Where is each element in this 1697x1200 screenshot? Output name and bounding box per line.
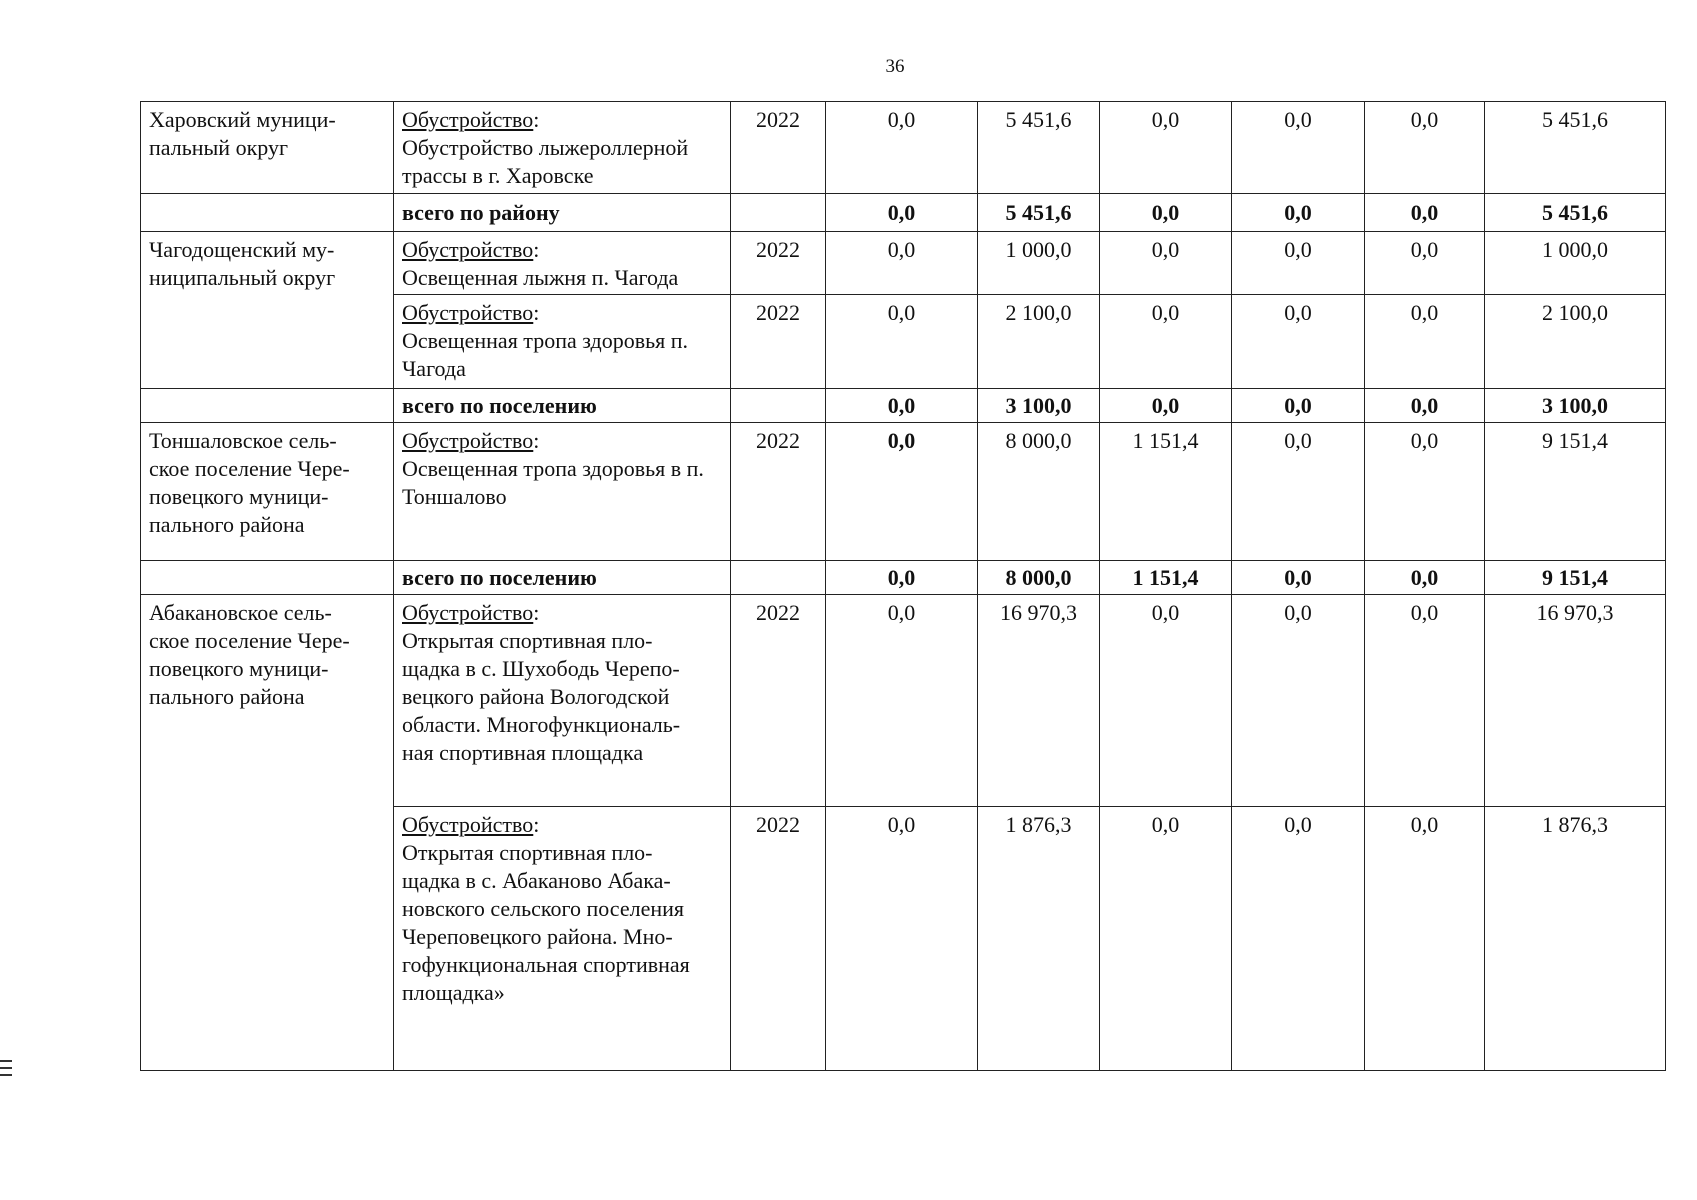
- value-cell: 0,0: [1365, 232, 1485, 295]
- value-cell: 0,0: [1365, 102, 1485, 194]
- value-cell: 9 151,4: [1485, 423, 1666, 561]
- total-value: 8 000,0: [978, 561, 1100, 595]
- total-value: 0,0: [1100, 389, 1232, 423]
- total-row: [141, 389, 1666, 423]
- value-cell: 0,0: [1232, 102, 1365, 194]
- region-label: Абакановское сель- ское поселение Чере- повецкого муници- пального района: [149, 600, 350, 709]
- total-label: всего по поселению: [394, 389, 731, 423]
- region-cell: [141, 423, 394, 561]
- category-label: Обустройство: [402, 300, 534, 325]
- region-cell: [141, 102, 394, 194]
- value-cell: 0,0: [1100, 595, 1232, 807]
- region-label: Чагодощенский му- ниципальный округ: [149, 237, 336, 290]
- object-cell: Обустройство: Открытая спортивная пло- щадка в с. Шухободь Черепо- вецкого района Вологодской области. Многофункциональ- ная спортивная площадка: [394, 595, 731, 807]
- year-cell: 2022: [731, 232, 826, 295]
- total-value: 3 100,0: [978, 389, 1100, 423]
- value-cell: 0,0: [826, 423, 978, 561]
- value-cell: 0,0: [1365, 807, 1485, 1071]
- category-label: Обустройство: [402, 237, 534, 262]
- value-cell: 2 100,0: [1485, 295, 1666, 389]
- value-cell: 0,0: [826, 102, 978, 194]
- object-label: Открытая спортивная пло- щадка в с. Шухободь Черепо- вецкого района Вологодской области. Многофункциональ- ная спортивная площадка: [402, 628, 681, 765]
- region-label: Харовский муници- пальный округ: [149, 107, 336, 160]
- value-cell: 0,0: [1232, 295, 1365, 389]
- value-cell: 16 970,3: [1485, 595, 1666, 807]
- category-label: Обустройство: [402, 812, 534, 837]
- empty-cell: [141, 389, 394, 423]
- year-cell: 2022: [731, 595, 826, 807]
- object-cell: Обустройство: Обустройство лыжероллерной трассы в г. Харовске: [394, 102, 731, 194]
- object-cell: Обустройство: Освещенная тропа здоровья в п. Тоншалово: [394, 423, 731, 561]
- year-cell: 2022: [731, 807, 826, 1071]
- object-label: Освещенная тропа здоровья п. Чагода: [402, 328, 689, 381]
- value-cell: 1 000,0: [978, 232, 1100, 295]
- object-cell: Обустройство: Освещенная тропа здоровья п. Чагода: [394, 295, 731, 389]
- page-number: 36: [885, 56, 905, 77]
- table-row: [141, 232, 1666, 295]
- category-label: Обустройство: [402, 107, 534, 132]
- object-label: Открытая спортивная пло- щадка в с. Абаканово Абака- новского сельского поселения Череповецкого района. Мно- гофункциональная спортивная площадка»: [402, 840, 690, 1005]
- value-cell: 1 876,3: [978, 807, 1100, 1071]
- value-cell: 5 451,6: [1485, 102, 1666, 194]
- total-value: 3 100,0: [1485, 389, 1666, 423]
- total-value: 1 151,4: [1100, 561, 1232, 595]
- total-label: всего по району: [394, 194, 731, 232]
- total-value: 0,0: [1232, 389, 1365, 423]
- value-cell: 0,0: [1365, 423, 1485, 561]
- object-cell: Обустройство: Открытая спортивная пло- щадка в с. Абаканово Абака- новского сельского поселения Череповецкого района. Мно- гофункциональная спортивная площадка»: [394, 807, 731, 1071]
- value-cell: 0,0: [826, 807, 978, 1071]
- value-cell: 0,0: [1365, 295, 1485, 389]
- total-value: 0,0: [1365, 389, 1485, 423]
- object-cell: Обустройство: Освещенная лыжня п. Чагода: [394, 232, 731, 295]
- value-cell: 0,0: [826, 595, 978, 807]
- value-cell: 16 970,3: [978, 595, 1100, 807]
- total-value: 5 451,6: [1485, 194, 1666, 232]
- empty-cell: [731, 194, 826, 232]
- empty-cell: [731, 389, 826, 423]
- value-cell: 0,0: [1232, 807, 1365, 1071]
- value-cell: 0,0: [1100, 807, 1232, 1071]
- value-cell: 0,0: [826, 295, 978, 389]
- total-value: 0,0: [826, 389, 978, 423]
- year-cell: 2022: [731, 295, 826, 389]
- value-cell: 1 151,4: [1100, 423, 1232, 561]
- total-row: [141, 194, 1666, 232]
- table-row: [141, 102, 1666, 194]
- value-cell: 5 451,6: [978, 102, 1100, 194]
- total-value: 5 451,6: [978, 194, 1100, 232]
- value-cell: 0,0: [1232, 595, 1365, 807]
- table-row: [141, 595, 1666, 807]
- total-value: 0,0: [826, 561, 978, 595]
- region-cell: [141, 232, 394, 389]
- value-cell: 8 000,0: [978, 423, 1100, 561]
- table-row: [141, 423, 1666, 561]
- total-value: 0,0: [826, 194, 978, 232]
- value-cell: 0,0: [826, 232, 978, 295]
- object-label: Освещенная тропа здоровья в п. Тоншалово: [402, 456, 704, 509]
- value-cell: 1 000,0: [1485, 232, 1666, 295]
- region-label: Тоншаловское сель- ское поселение Чере- повецкого муници- пального района: [149, 428, 350, 537]
- total-value: 9 151,4: [1485, 561, 1666, 595]
- value-cell: 0,0: [1232, 232, 1365, 295]
- value-cell: 0,0: [1100, 295, 1232, 389]
- value-cell: 0,0: [1100, 232, 1232, 295]
- value-cell: 0,0: [1100, 102, 1232, 194]
- value-cell: 1 876,3: [1485, 807, 1666, 1071]
- total-value: 0,0: [1232, 561, 1365, 595]
- year-cell: 2022: [731, 102, 826, 194]
- value-cell: 2 100,0: [978, 295, 1100, 389]
- total-value: 0,0: [1100, 194, 1232, 232]
- category-label: Обустройство: [402, 428, 534, 453]
- value-cell: 0,0: [1365, 595, 1485, 807]
- empty-cell: [141, 561, 394, 595]
- object-label: Обустройство лыжероллерной трассы в г. Харовске: [402, 135, 689, 188]
- value-cell: 0,0: [1232, 423, 1365, 561]
- region-cell: [141, 595, 394, 1071]
- binding-marks: [0, 1060, 12, 1081]
- total-value: 0,0: [1365, 194, 1485, 232]
- total-value: 0,0: [1365, 561, 1485, 595]
- empty-cell: [141, 194, 394, 232]
- budget-table: [140, 101, 1666, 1071]
- category-label: Обустройство: [402, 600, 534, 625]
- total-label: всего по поселению: [394, 561, 731, 595]
- year-cell: 2022: [731, 423, 826, 561]
- total-row: [141, 561, 1666, 595]
- object-label: Освещенная лыжня п. Чагода: [402, 265, 679, 290]
- empty-cell: [731, 561, 826, 595]
- total-value: 0,0: [1232, 194, 1365, 232]
